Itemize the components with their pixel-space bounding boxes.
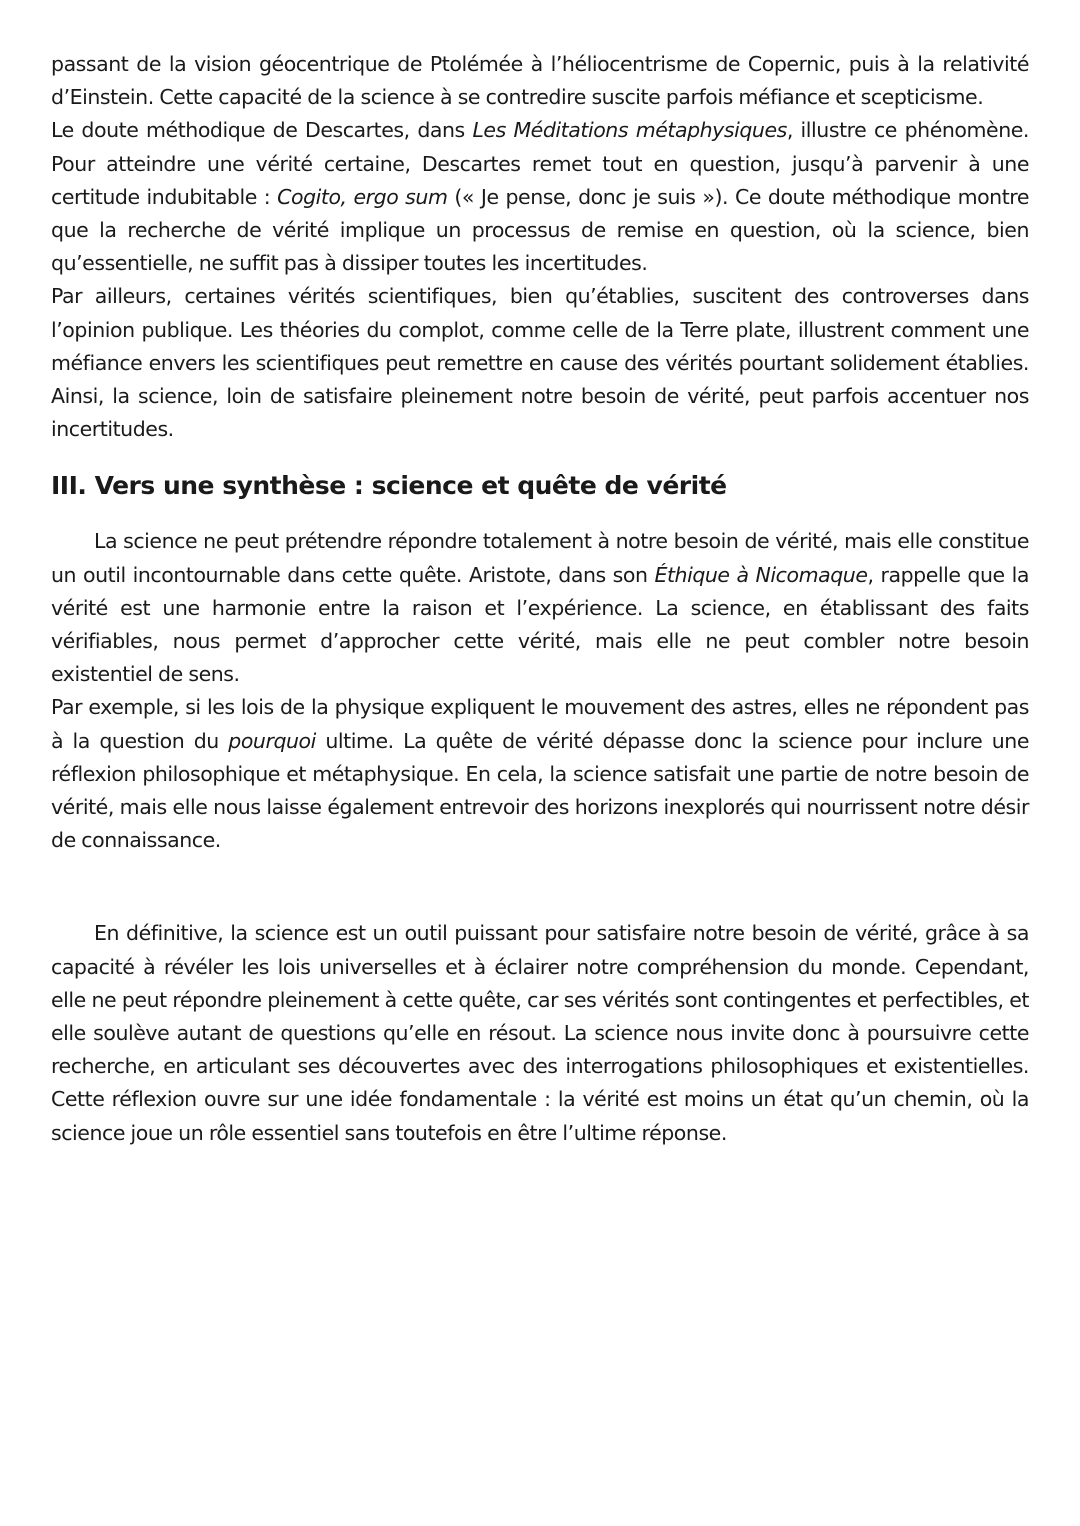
paragraph-conclusion — [51, 917, 1029, 1149]
paragraph-text: En définitive, la science est un outil puissant pour satisfaire notre besoin de vérité, grâce à sa capacité à révéler les lois universelles et à éclairer notre compréhension du monde. Cependant, elle ne peut répondre pleinement à cette quête, car ses vérités sont contingentes et perfectibles, et elle soulève autant de questions qu’elle en résout. La science nous invite donc à poursuivre cette recherche, en articulant ses découvertes avec des interrogations philosophiques et existentielles. Cette réflexion ouvre sur une idée fondamentale : la vérité est moins un état qu’un chemin, où la science joue un rôle essentiel sans toutefois en être l’ultime réponse. — [51, 921, 1029, 1145]
document-page — [51, 48, 1029, 1150]
paragraph-aristote — [51, 525, 1029, 691]
paragraph-text: Par ailleurs, certaines vérités scientifiques, bien qu’établies, suscitent des controverses dans l’opinion publique. Les théories du complot, comme celle de la Terre plate, illustrent comment une méfiance envers les scientifiques peut remettre en cause des vérités pourtant solidement établies. Ainsi, la science, loin de satisfaire pleinement notre besoin de vérité, peut parfois accentuer nos incertitudes. — [51, 284, 1029, 442]
paragraph-text: Par exemple, si les lois de la physique expliquent le mouvement des astres, elles ne répondent pas à la question du — [51, 695, 1029, 753]
paragraph-text: Le doute méthodique de Descartes, dans — [51, 118, 473, 143]
section-heading: III. Vers une synthèse : science et quête de vérité — [51, 471, 727, 501]
paragraph-text: , illustre ce phénomène. Pour atteindre une vérité certaine, Descartes remet tout en question, jusqu’à parvenir à une certitude indubitable : — [51, 118, 1029, 209]
paragraph-text: , rappelle que la vérité est une harmonie entre la raison et l’expérience. La science, en établissant des faits vérifiables, nous permet d’approcher cette vérité, mais elle ne peut combler notre besoin existentiel de sens. — [51, 562, 1029, 687]
italic-quote: Cogito, ergo sum — [277, 184, 448, 209]
paragraph-physics — [51, 691, 1029, 857]
paragraph-copernic — [51, 48, 1029, 114]
italic-title: Les Méditations métaphysiques — [472, 118, 787, 143]
italic-word: pourquoi — [228, 728, 316, 753]
paragraph-controversies — [51, 280, 1029, 446]
paragraph-text: La science ne peut prétendre répondre totalement à notre besoin de vérité, mais elle constitue un outil incontournable dans cette quête. Aristote, dans son — [51, 529, 1029, 587]
paragraph-text: ultime. La quête de vérité dépasse donc la science pour inclure une réflexion philosophique et métaphysique. En cela, la science satisfait une partie de notre besoin de vérité, mais elle nous laisse également entrevoir des horizons inexplorés qui nourrissent notre désir de connaissance. — [51, 728, 1029, 853]
paragraph-text: passant de la vision géocentrique de Ptolémée à l’héliocentrisme de Copernic, puis à la relativité d’Einstein. Cette capacité de la science à se contredire suscite parfois méfiance et scepticisme. — [51, 52, 1029, 110]
paragraph-text: (« Je pense, donc je suis »). Ce doute méthodique montre que la recherche de vérité implique un processus de remise en question, où la science, bien qu’essentielle, ne suffit pas à dissiper toutes les incertitudes. — [51, 184, 1029, 276]
paragraph-descartes — [51, 114, 1029, 280]
italic-title: Éthique à Nicomaque — [654, 562, 868, 587]
